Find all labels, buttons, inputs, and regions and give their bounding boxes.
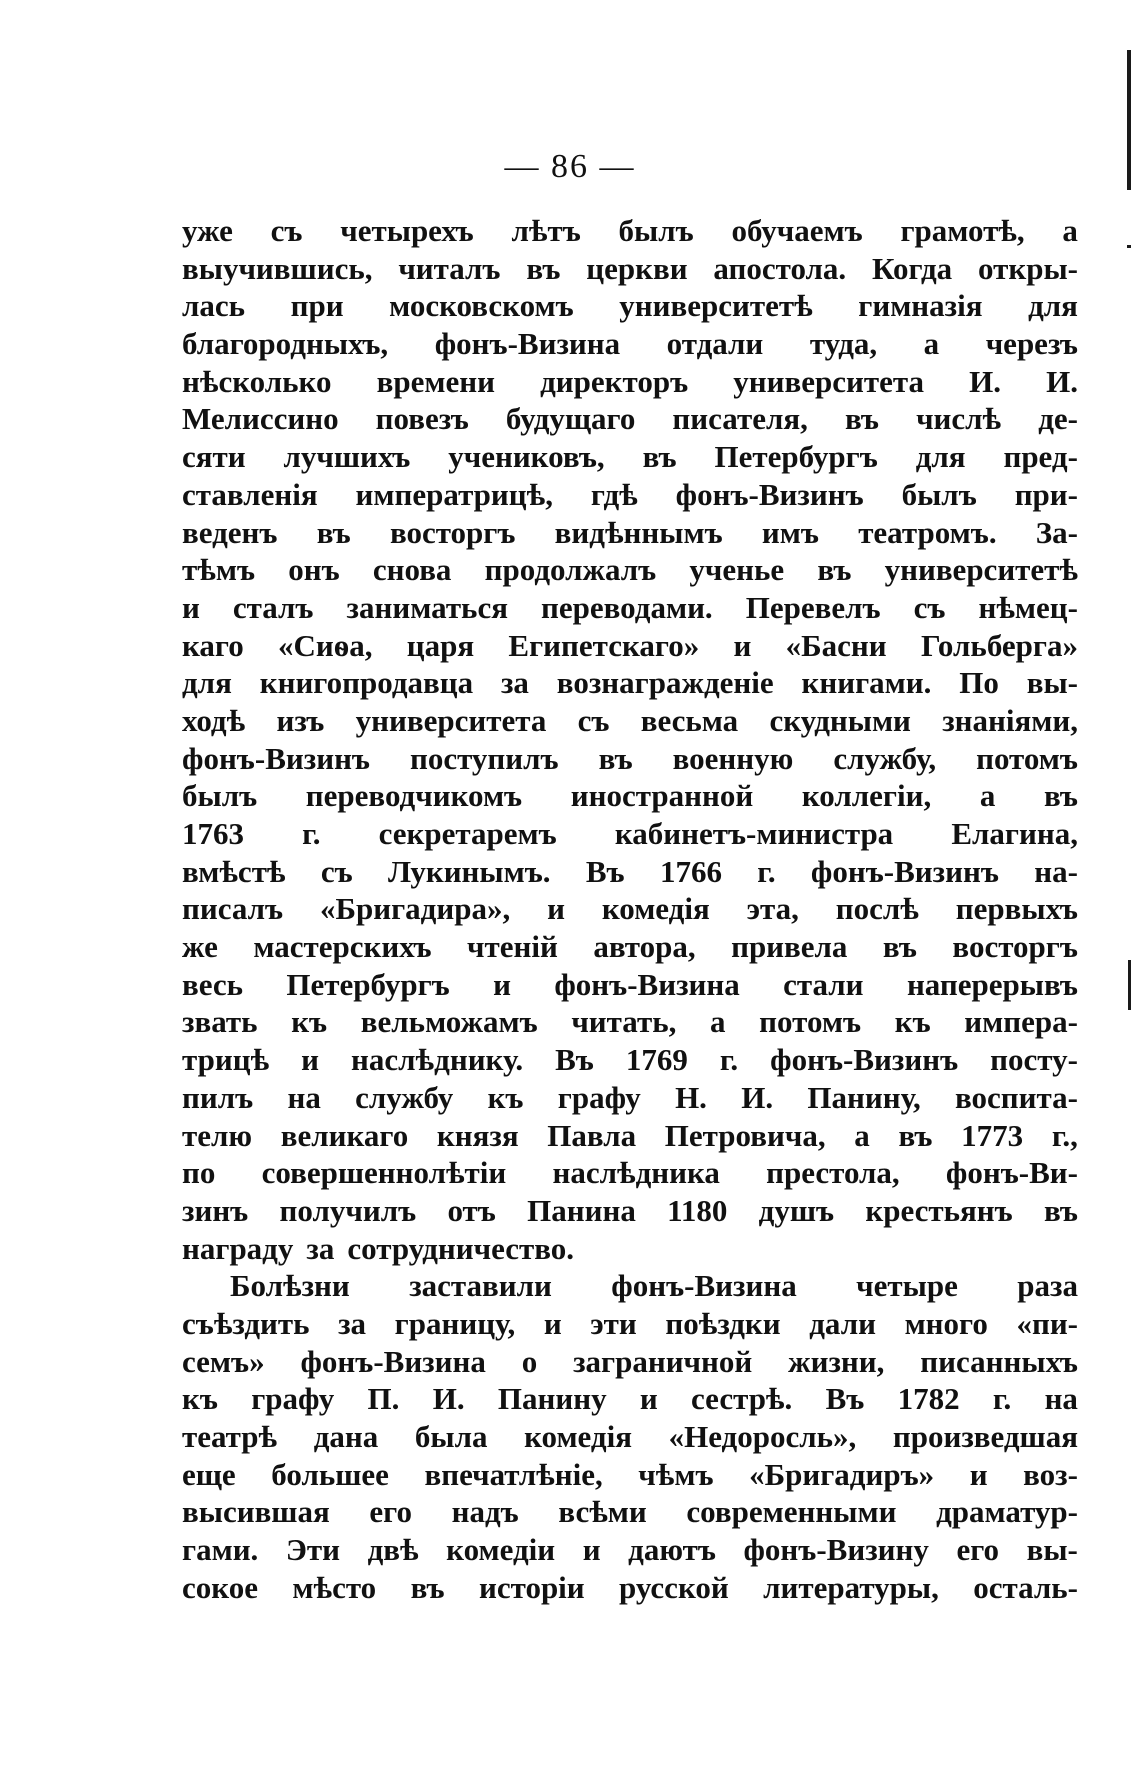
text-line: выучившись, читалъ въ церкви апостола. Когда откры- [182,250,1078,286]
text-line: же мастерскихъ чтеній автора, привела въ восторгъ [182,929,1078,965]
text-line: ставленія императрицѣ, гдѣ фонъ-Визинъ былъ при- [182,476,1078,512]
text-line: и сталъ заниматься переводами. Перевелъ съ нѣмец- [182,589,1078,625]
text-line: каго «Сиѳа, царя Египетскаго» и «Басни Гольберга» [182,627,1078,663]
text-line: вмѣстѣ съ Лукинымъ. Въ 1766 г. фонъ-Визинъ на- [182,853,1078,889]
body-text [182,212,1078,1606]
text-line: гами. Эти двѣ комедіи и даютъ фонъ-Визину его вы- [182,1532,1078,1568]
text-line: уже съ четырехъ лѣтъ былъ обучаемъ грамотѣ, а [182,213,1078,248]
text-line: сокое мѣсто въ исторіи русской литературы, осталь- [182,1569,1078,1605]
text-line: лась при московскомъ университетѣ гимназія для [182,288,1078,324]
text-line: по совершеннолѣтіи наслѣдника престола, фонъ-Ви- [182,1155,1078,1191]
page-edge-mark [1127,245,1131,248]
text-line: нѣсколько времени директоръ университета И. И. [182,363,1078,399]
page-number: — 86 — [504,148,636,185]
text-line: весь Петербургъ и фонъ-Визина стали наперерывъ [182,966,1078,1002]
text-line: еще большее впечатлѣніе, чѣмъ «Бригадиръ» и воз- [182,1456,1078,1492]
text-line: зинъ получилъ отъ Панина 1180 душъ крестьянъ въ [182,1192,1078,1228]
text-line: Болѣзни заставили фонъ-Визина четыре раза [230,1268,1078,1304]
text-line: 1763 г. секретаремъ кабинетъ-министра Елагина, [182,816,1078,851]
text-line: для книгопродавца за вознагражденіе книгами. По вы- [182,665,1078,701]
text-line: пилъ на службу къ графу Н. И. Панину, воспита- [182,1079,1078,1115]
text-line: сяти лучшихъ учениковъ, въ Петербургъ для пред- [182,439,1078,475]
text-line: къ графу П. И. Панину и сестрѣ. Въ 1782 г. на [182,1381,1078,1417]
text-line: звать къ вельможамъ читать, а потомъ къ импера- [182,1004,1078,1040]
text-line: высившая его надъ всѣми современными драматур- [182,1494,1078,1530]
text-line: семъ» фонъ-Визина о заграничной жизни, писанныхъ [182,1343,1078,1379]
text-line: ходѣ изъ университета съ весьма скудными знаніями, [182,702,1078,738]
text-line: благородныхъ, фонъ-Визина отдали туда, а черезъ [182,326,1078,362]
text-line: театрѣ дана была комедія «Недоросль», произведшая [182,1419,1078,1454]
text-line: награду за сотрудничество. [182,1230,575,1266]
text-line: Мелиссино повезъ будущаго писателя, въ числѣ де- [182,401,1078,437]
text-line: веденъ въ восторгъ видѣннымъ имъ театромъ. За- [182,514,1078,550]
text-line: съѣздить за границу, и эти поѣздки дали много «пи- [182,1305,1078,1341]
text-line: былъ переводчикомъ иностранной коллегіи, а въ [182,778,1078,814]
text-line: писалъ «Бригадира», и комедія эта, послѣ первыхъ [182,891,1078,927]
text-line: фонъ-Визинъ поступилъ въ военную службу, потомъ [182,740,1078,776]
page-edge-mark [1128,960,1131,1010]
text-line: тѣмъ онъ снова продолжалъ ученье въ университетѣ [182,552,1078,588]
text-line: телю великаго князя Павла Петровича, а въ 1773 г., [182,1117,1078,1153]
text-line: трицѣ и наслѣднику. Въ 1769 г. фонъ-Визинъ посту- [182,1042,1078,1078]
